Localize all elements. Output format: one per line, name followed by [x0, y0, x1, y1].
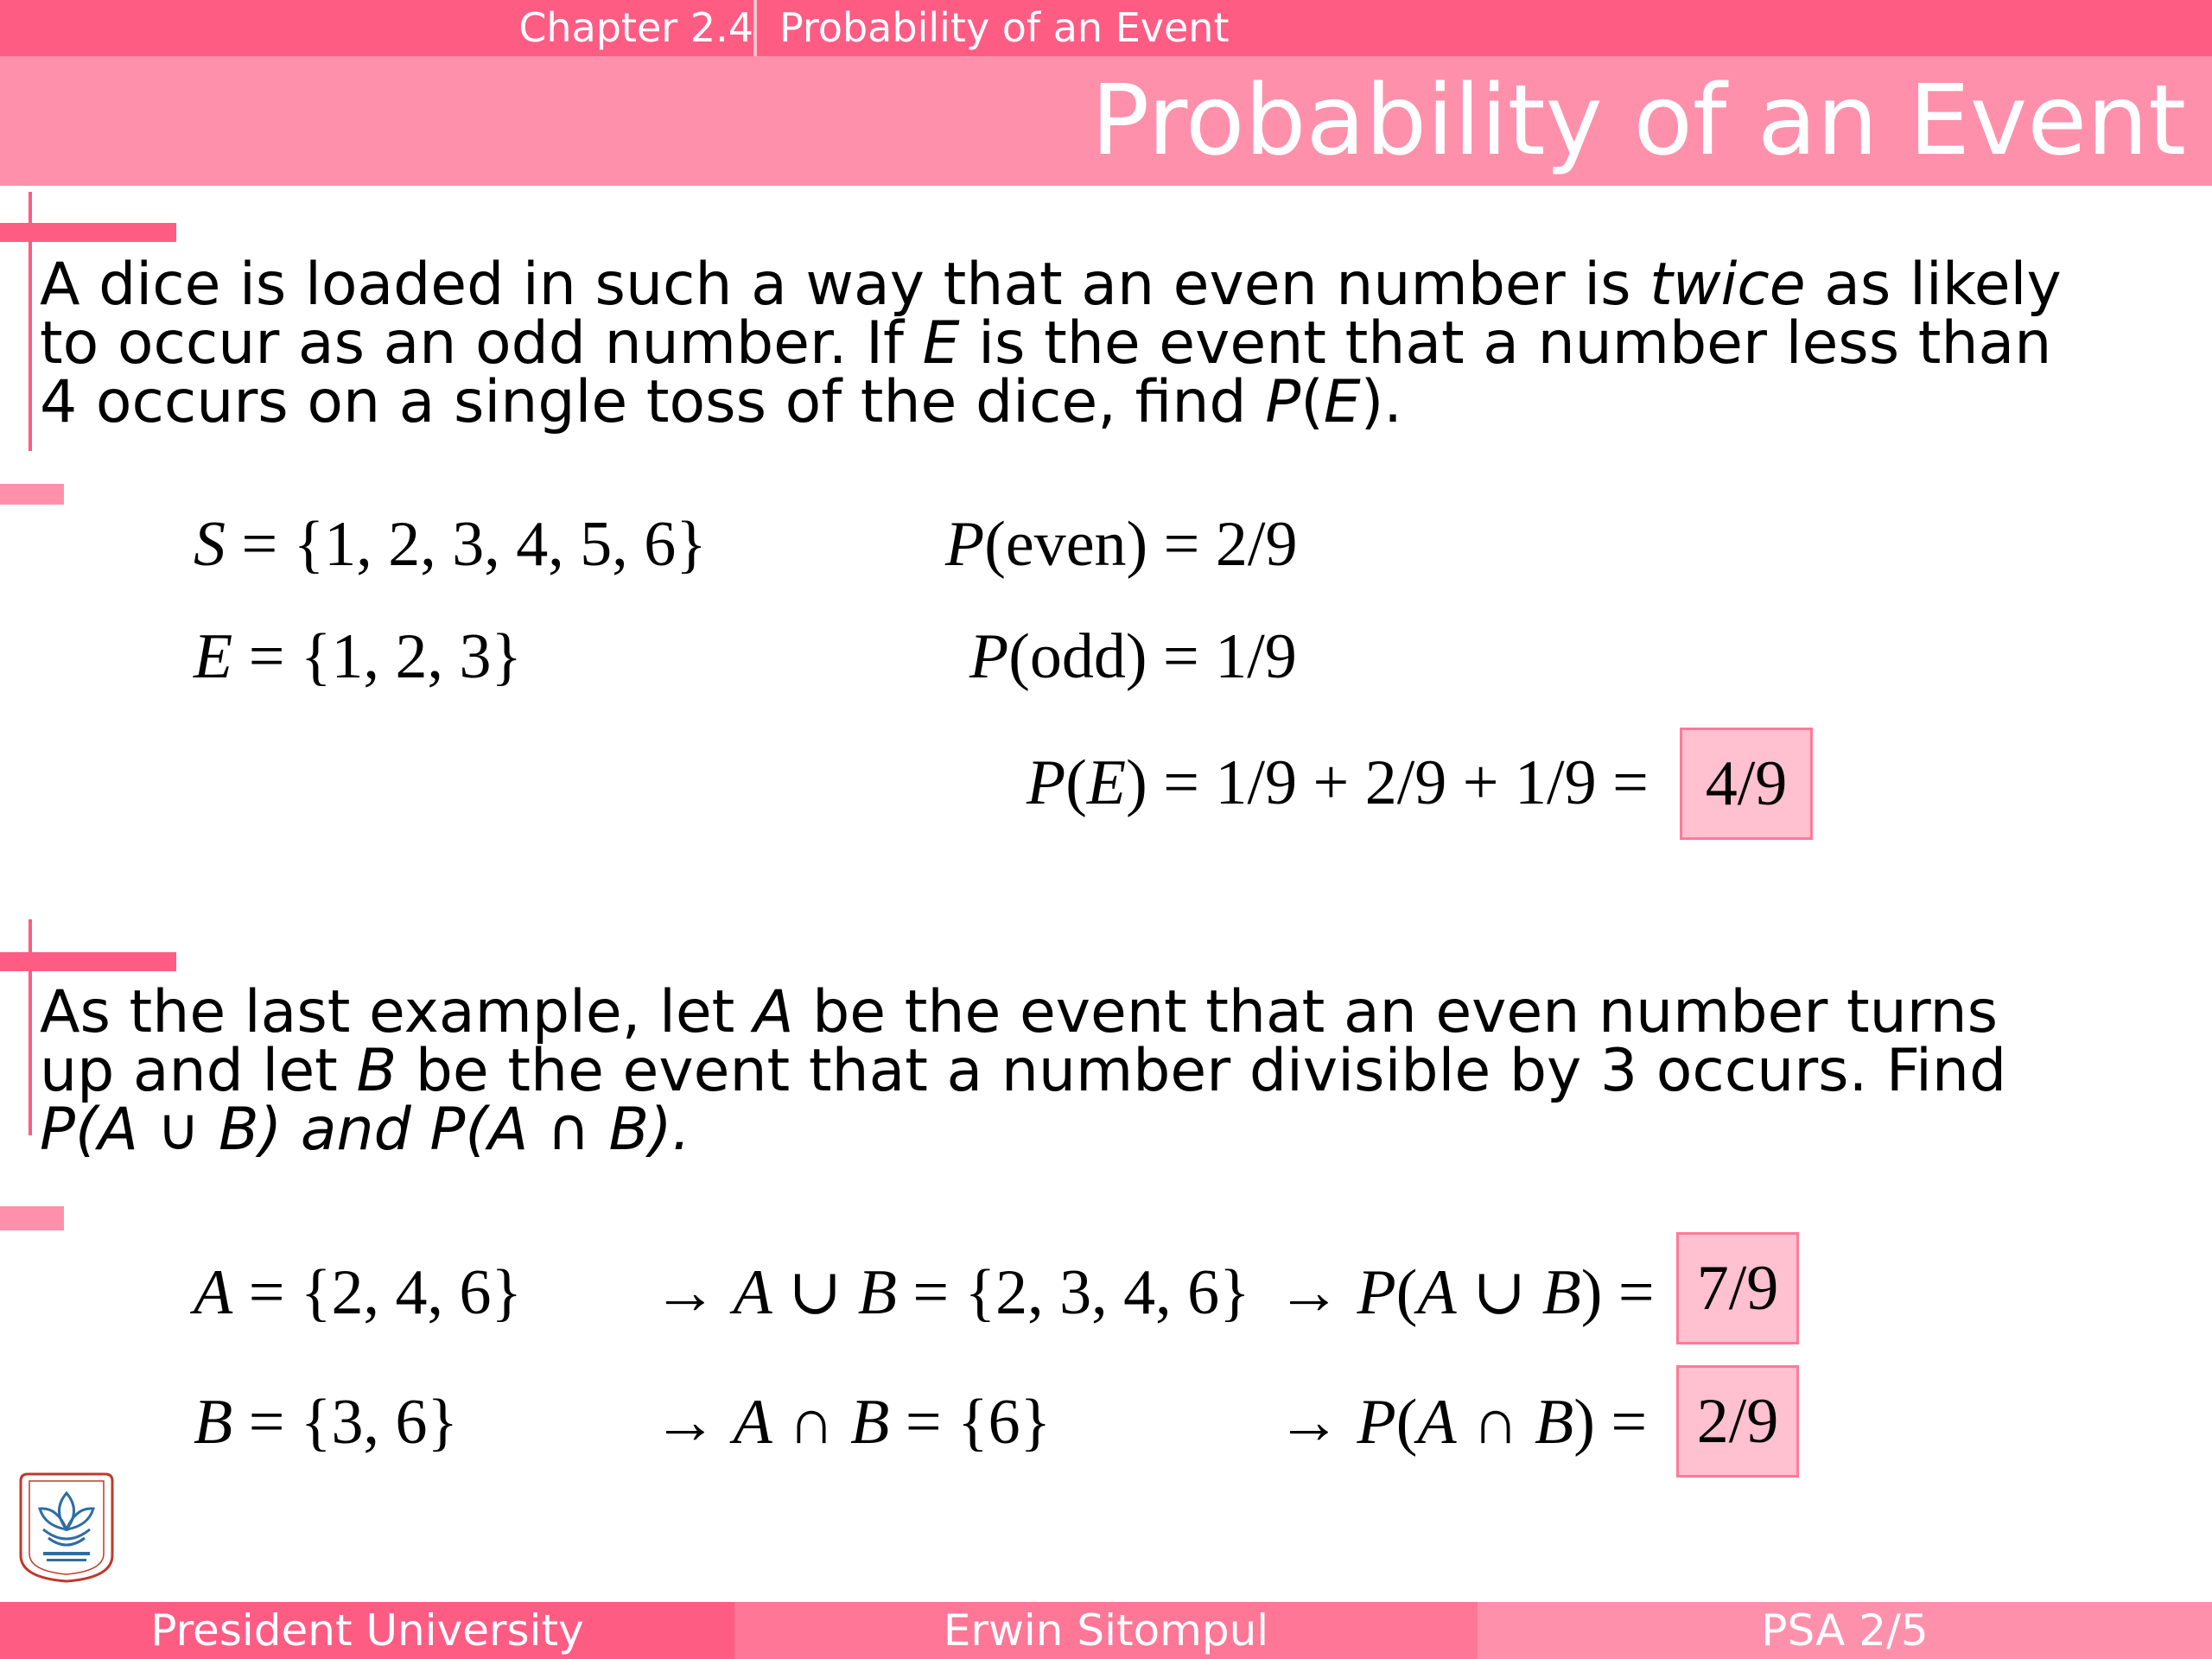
problem-2-line-3: P(A ∪ B) and P(A ∩ B). — [40, 1096, 691, 1164]
title-bar — [0, 56, 2212, 186]
p-even-equation: P(even) = 2/9 — [945, 509, 1298, 580]
footer-institution: President University — [0, 1602, 734, 1659]
union-probability-equation: → P(A ∪ B) = — [1277, 1257, 1655, 1328]
answer-box-intersection: 2/9 — [1676, 1365, 1799, 1478]
answer-box-union: 7/9 — [1676, 1232, 1799, 1344]
problem-1-line-1: A dice is loaded in such a way that an even number is twice as likely — [40, 251, 2062, 319]
answer-box-p-e: 4/9 — [1680, 728, 1813, 840]
bullet-end-marker — [0, 1206, 64, 1230]
problem-2-text — [40, 978, 2191, 1164]
problem-1-line-2: to occur as an odd number. If E is the event that a number less than — [40, 309, 2052, 378]
top-bar — [0, 0, 2212, 56]
bullet-rule — [29, 192, 32, 451]
header-divider — [753, 0, 757, 56]
union-equation: → A ∪ B = {2, 3, 4, 6} — [653, 1257, 1250, 1328]
problem-1-line-3: 4 occurs on a single toss of the dice, find P(E). — [40, 368, 1402, 436]
problem-2-line-1: As the last example, let A be the event that an even number turns — [40, 978, 1999, 1046]
footer-author: Erwin Sitompul — [734, 1602, 1478, 1659]
slide-title: Probability of an Event — [1090, 65, 2186, 177]
problem-1-text — [40, 251, 2191, 436]
bullet-marker — [0, 952, 176, 971]
section-label: Probability of an Event — [779, 4, 1230, 51]
p-e-equation: P(E) = 1/9 + 2/9 + 1/9 = — [1027, 747, 1649, 818]
university-logo — [17, 1469, 116, 1585]
event-e-equation: E = {1, 2, 3} — [194, 621, 522, 692]
intersection-probability-equation: → P(A ∩ B) = — [1277, 1387, 1648, 1458]
set-a-equation: A = {2, 4, 6} — [194, 1257, 522, 1328]
set-b-equation: B = {3, 6} — [194, 1387, 458, 1458]
sample-space-equation: S = {1, 2, 3, 4, 5, 6} — [194, 509, 707, 580]
bullet-marker — [0, 223, 176, 242]
footer-page: PSA 2/5 — [1478, 1602, 2212, 1659]
footer — [0, 1602, 2212, 1659]
bullet-end-marker — [0, 484, 64, 505]
bullet-rule — [29, 919, 32, 1135]
intersection-equation: → A ∩ B = {6} — [653, 1387, 1052, 1458]
p-odd-equation: P(odd) = 1/9 — [969, 621, 1297, 692]
chapter-label: Chapter 2.4 — [518, 4, 753, 51]
problem-2-line-2: up and let B be the event that a number divisible by 3 occurs. Find — [40, 1037, 2007, 1105]
